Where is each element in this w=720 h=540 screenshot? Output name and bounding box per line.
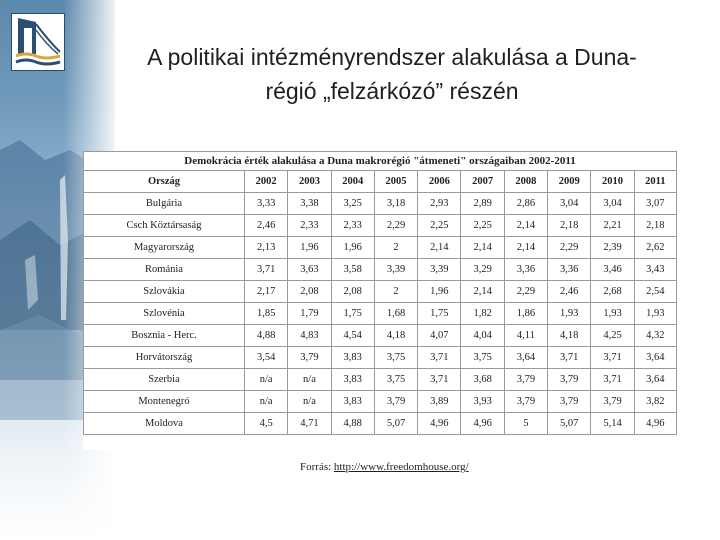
score-cell: 2,86: [504, 193, 547, 215]
score-cell: 2,33: [288, 215, 331, 237]
score-cell: 2: [374, 237, 417, 259]
score-cell: 3,83: [331, 347, 374, 369]
score-cell: 3,79: [548, 391, 591, 413]
score-cell: 4,83: [288, 325, 331, 347]
score-cell: 2,08: [331, 281, 374, 303]
table-row: [84, 413, 677, 435]
score-cell: 2: [374, 281, 417, 303]
score-cell: 3,75: [461, 347, 504, 369]
slide-title: [112, 40, 672, 108]
score-cell: 3,71: [591, 347, 634, 369]
table-caption: Demokrácia érték alakulása a Duna makrorégió "átmeneti" országaiban 2002-2011: [84, 152, 677, 171]
score-cell: 2,29: [548, 237, 591, 259]
score-cell: 3,36: [504, 259, 547, 281]
column-header-year: 2007: [461, 171, 504, 193]
score-cell: 3,71: [591, 369, 634, 391]
democracy-score-table-image: [83, 151, 677, 450]
column-header-year: 2009: [548, 171, 591, 193]
table-row: [84, 237, 677, 259]
score-cell: 3,82: [634, 391, 676, 413]
table-row: [84, 347, 677, 369]
score-cell: 3,71: [418, 347, 461, 369]
score-cell: 3,63: [288, 259, 331, 281]
column-header-year: 2004: [331, 171, 374, 193]
score-cell: 3,58: [331, 259, 374, 281]
score-cell: 2,29: [374, 215, 417, 237]
score-cell: 4,11: [504, 325, 547, 347]
source-link[interactable]: http://www.freedomhouse.org/: [333, 461, 469, 473]
table-row: [84, 193, 677, 215]
table-row: [84, 281, 677, 303]
score-cell: 2,25: [461, 215, 504, 237]
score-cell: 3,93: [461, 391, 504, 413]
source-label: Forrás:: [300, 461, 332, 473]
score-cell: 4,25: [591, 325, 634, 347]
column-header-year: 2006: [418, 171, 461, 193]
score-cell: 5: [504, 413, 547, 435]
table-row: [84, 215, 677, 237]
score-cell: 1,93: [634, 303, 676, 325]
score-cell: 3,83: [331, 391, 374, 413]
score-cell: 4,71: [288, 413, 331, 435]
score-cell: 3,39: [374, 259, 417, 281]
score-cell: 3,07: [634, 193, 676, 215]
score-cell: 3,71: [245, 259, 288, 281]
slide-title-line-1: A politikai intézményrendszer alakulása a Duna-: [147, 44, 637, 70]
score-cell: 3,04: [548, 193, 591, 215]
country-cell: Moldova: [84, 413, 245, 435]
table-row: [84, 369, 677, 391]
score-cell: 2,93: [418, 193, 461, 215]
column-header-year: 2002: [245, 171, 288, 193]
column-header-year: 2005: [374, 171, 417, 193]
country-cell: Montenegró: [84, 391, 245, 413]
score-cell: 1,96: [418, 281, 461, 303]
score-cell: 3,64: [634, 369, 676, 391]
score-cell: n/a: [245, 391, 288, 413]
score-cell: 2,18: [634, 215, 676, 237]
score-cell: 3,75: [374, 347, 417, 369]
score-cell: 5,07: [548, 413, 591, 435]
score-cell: 4,54: [331, 325, 374, 347]
score-cell: 2,21: [591, 215, 634, 237]
score-cell: 3,38: [288, 193, 331, 215]
score-cell: 1,96: [288, 237, 331, 259]
score-cell: 1,82: [461, 303, 504, 325]
column-header-country: Ország: [84, 171, 245, 193]
score-cell: 2,25: [418, 215, 461, 237]
table-body: [84, 193, 677, 435]
score-cell: 3,39: [418, 259, 461, 281]
score-cell: 5,07: [374, 413, 417, 435]
score-cell: 2,18: [548, 215, 591, 237]
source-note: [300, 461, 469, 473]
score-cell: 1,75: [418, 303, 461, 325]
score-cell: 4,96: [461, 413, 504, 435]
score-cell: 2,14: [461, 237, 504, 259]
score-cell: 1,79: [288, 303, 331, 325]
column-header-year: 2003: [288, 171, 331, 193]
column-header-year: 2010: [591, 171, 634, 193]
score-cell: 5,14: [591, 413, 634, 435]
score-cell: 3,04: [591, 193, 634, 215]
score-cell: 3,75: [374, 369, 417, 391]
score-cell: 1,85: [245, 303, 288, 325]
score-cell: 2,89: [461, 193, 504, 215]
score-cell: 3,43: [634, 259, 676, 281]
score-cell: 3,36: [548, 259, 591, 281]
table-row: [84, 259, 677, 281]
score-cell: n/a: [245, 369, 288, 391]
score-cell: 2,33: [331, 215, 374, 237]
score-cell: 3,18: [374, 193, 417, 215]
democracy-score-table: [83, 151, 677, 435]
score-cell: 3,54: [245, 347, 288, 369]
score-cell: 2,13: [245, 237, 288, 259]
country-cell: Szlovénia: [84, 303, 245, 325]
score-cell: 3,71: [548, 347, 591, 369]
table-row: [84, 391, 677, 413]
score-cell: 4,18: [548, 325, 591, 347]
country-cell: Szlovákia: [84, 281, 245, 303]
score-cell: 4,32: [634, 325, 676, 347]
country-cell: Horvátország: [84, 347, 245, 369]
country-cell: Csch Köztársaság: [84, 215, 245, 237]
score-cell: 4,18: [374, 325, 417, 347]
score-cell: 2,68: [591, 281, 634, 303]
score-cell: 3,79: [374, 391, 417, 413]
bridge-logo-icon: [11, 13, 65, 71]
table-row: [84, 303, 677, 325]
score-cell: n/a: [288, 369, 331, 391]
score-cell: 3,83: [331, 369, 374, 391]
score-cell: 3,29: [461, 259, 504, 281]
score-cell: 2,14: [504, 237, 547, 259]
score-cell: 4,96: [418, 413, 461, 435]
score-cell: 3,79: [504, 369, 547, 391]
score-cell: 1,68: [374, 303, 417, 325]
score-cell: 3,89: [418, 391, 461, 413]
score-cell: 4,96: [634, 413, 676, 435]
country-cell: Bulgária: [84, 193, 245, 215]
score-cell: 1,93: [591, 303, 634, 325]
score-cell: 4,88: [331, 413, 374, 435]
score-cell: 2,14: [461, 281, 504, 303]
score-cell: 2,29: [504, 281, 547, 303]
country-cell: Bosznia - Herc.: [84, 325, 245, 347]
score-cell: 4,5: [245, 413, 288, 435]
score-cell: 3,25: [331, 193, 374, 215]
slide-title-line-2: régió „felzárkózó” részén: [265, 78, 519, 104]
score-cell: 3,64: [634, 347, 676, 369]
score-cell: 3,33: [245, 193, 288, 215]
score-cell: 3,79: [288, 347, 331, 369]
table-header-row: [84, 171, 677, 193]
score-cell: 2,54: [634, 281, 676, 303]
score-cell: 3,64: [504, 347, 547, 369]
score-cell: 3,46: [591, 259, 634, 281]
country-cell: Magyarország: [84, 237, 245, 259]
country-cell: Szerbia: [84, 369, 245, 391]
score-cell: 2,08: [288, 281, 331, 303]
country-cell: Románia: [84, 259, 245, 281]
score-cell: 1,93: [548, 303, 591, 325]
table-row: [84, 325, 677, 347]
score-cell: 4,04: [461, 325, 504, 347]
column-header-year: 2011: [634, 171, 676, 193]
score-cell: 2,62: [634, 237, 676, 259]
score-cell: 4,88: [245, 325, 288, 347]
score-cell: 3,79: [591, 391, 634, 413]
score-cell: 1,96: [331, 237, 374, 259]
score-cell: 3,71: [418, 369, 461, 391]
score-cell: 2,17: [245, 281, 288, 303]
score-cell: 3,79: [548, 369, 591, 391]
column-header-year: 2008: [504, 171, 547, 193]
score-cell: 4,07: [418, 325, 461, 347]
score-cell: 3,79: [504, 391, 547, 413]
score-cell: 2,14: [418, 237, 461, 259]
score-cell: 1,75: [331, 303, 374, 325]
score-cell: 2,46: [548, 281, 591, 303]
score-cell: n/a: [288, 391, 331, 413]
score-cell: 2,14: [504, 215, 547, 237]
score-cell: 1,86: [504, 303, 547, 325]
score-cell: 2,46: [245, 215, 288, 237]
score-cell: 3,68: [461, 369, 504, 391]
score-cell: 2,39: [591, 237, 634, 259]
